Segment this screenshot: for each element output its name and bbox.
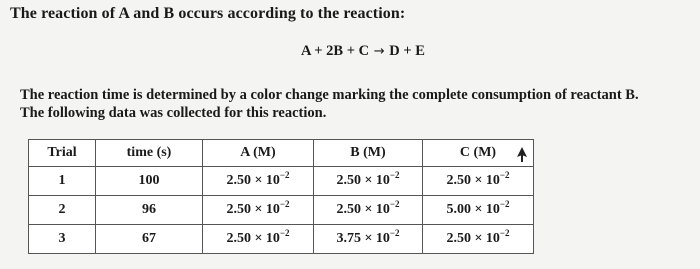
cell-time: 96 [96, 196, 203, 225]
table-row [29, 196, 534, 225]
cell-b-exponent: −2 [389, 199, 400, 209]
description [20, 86, 639, 122]
header-a: A (M) [203, 140, 314, 167]
description-line-2: The following data was collected for this reaction. [20, 105, 327, 121]
cell-a-exponent: −2 [279, 170, 290, 180]
cell-c-mantissa: 2.50 × 10 [446, 173, 500, 188]
cell-b-mantissa: 2.50 × 10 [336, 173, 390, 188]
header-b: B (M) [314, 140, 423, 167]
description-line-1: The reaction time is determined by a color change marking the complete consumption of reactant B. [20, 87, 639, 103]
data-table [28, 139, 534, 254]
cell-b-exponent: −2 [389, 228, 400, 238]
cell-c [423, 167, 534, 196]
cell-a-exponent: −2 [279, 228, 290, 238]
equation-reactants: A + 2B + C [301, 43, 370, 59]
cell-a-exponent: −2 [279, 199, 290, 209]
cell-c-exponent: −2 [499, 228, 510, 238]
cell-c-mantissa: 2.50 × 10 [446, 231, 500, 246]
reaction-equation [301, 43, 425, 60]
cell-b-exponent: −2 [389, 170, 400, 180]
cell-b-mantissa: 3.75 × 10 [336, 231, 390, 246]
cell-c [423, 225, 534, 254]
cell-a [203, 196, 314, 225]
table-row [29, 225, 534, 254]
cell-b [314, 225, 423, 254]
cell-a-mantissa: 2.50 × 10 [226, 173, 280, 188]
cell-a [203, 225, 314, 254]
cell-b [314, 196, 423, 225]
cell-b-mantissa: 2.50 × 10 [336, 202, 390, 217]
equation-products: D + E [389, 43, 425, 59]
cell-trial: 1 [29, 167, 96, 196]
cell-a-mantissa: 2.50 × 10 [226, 202, 280, 217]
cell-time: 67 [96, 225, 203, 254]
cell-a-mantissa: 2.50 × 10 [226, 231, 280, 246]
table-header-row [29, 140, 534, 167]
header-trial: Trial [29, 140, 96, 167]
header-c: C (M) [423, 140, 534, 167]
cell-c [423, 196, 534, 225]
cell-a [203, 167, 314, 196]
cell-trial: 2 [29, 196, 96, 225]
cell-trial: 3 [29, 225, 96, 254]
mouse-pointer-icon [516, 147, 528, 163]
cell-time: 100 [96, 167, 203, 196]
cell-b [314, 167, 423, 196]
cell-c-mantissa: 5.00 × 10 [446, 202, 500, 217]
cell-c-exponent: −2 [499, 170, 510, 180]
cell-c-exponent: −2 [499, 199, 510, 209]
intro-text: The reaction of A and B occurs according to the reaction: [10, 5, 406, 22]
reaction-arrow: → [373, 44, 385, 59]
table-row [29, 167, 534, 196]
header-time: time (s) [96, 140, 203, 167]
